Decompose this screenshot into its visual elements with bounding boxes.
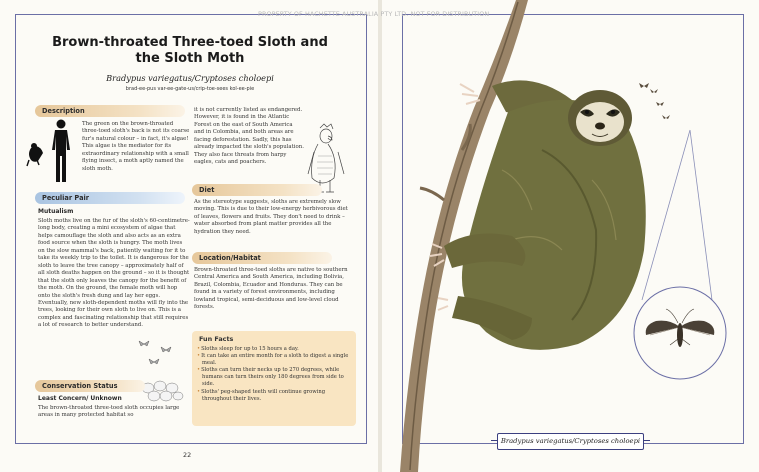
peculiar-pair-text: Sloth moths live on the fur of the sloth's 60-centimetre-long body, creating a mini ecosystem of algae that helps camouflage the sloth and also acts as an extra food source when the sloth is hungry. The moth lives on the slow mammal's back, patiently waiting for it to take its weekly trip to the toilet. It is dangerous for the sloth to leave the tree canopy – approximately half of all sloth deaths happen on the ground – so it is thought that the sloth only leaves the canopy for the benefit of the moth. On the ground, the female moth will hop onto the sloth's fresh dung and lay her eggs. Eventually, new sloth-dependent moths will fly into the trees, looking for their own sloth to live on. This is a complex and fascinating relationship that still requires a lot of research to better understand. xyxy=(38,218,190,329)
sloth-moth-illustration xyxy=(640,305,720,361)
fun-fact-item: • It can take an entire month for a sloth to digest a single meal. xyxy=(197,353,353,367)
fun-fact-item: • Sloths can turn their necks up to 270 degrees, while humans can turn theirs only 180 degrees from side to side. xyxy=(197,367,353,388)
sloth-illustration xyxy=(382,0,759,472)
description-text: The green on the brown-throated three-toed sloth's back is not its coarse fur's natural colour – in fact, it's algae! This algae is the mediator for its extraordinary relationship with a small flying insect, a moth aptly named the sloth moth. xyxy=(82,121,190,172)
diet-header: Diet xyxy=(192,184,322,196)
description-header: Description xyxy=(35,105,185,117)
page-number: 22 xyxy=(183,451,192,459)
scientific-name: Bradypus variegatus/Cryptoses choloepi xyxy=(106,73,274,83)
page-title: Brown-throated Three-toed Sloth and the Sloth Moth xyxy=(52,35,328,66)
fun-facts-header: Fun Facts xyxy=(199,335,234,343)
illustration-caption: Bradypus variegatus/Cryptoses choloepi xyxy=(497,433,644,450)
pronunciation: brad-ee-pus var-ee-gate-us/crip-toe-sees kol-ee-pie xyxy=(125,86,255,92)
mutualism-subheading: Mutualism xyxy=(38,208,74,215)
fun-fact-item: • Sloths' peg-shaped teeth will continue growing throughout their lives. xyxy=(197,389,353,403)
diet-text: As the stereotype suggests, sloths are extremely slow moving. This is due to their low-energy herbivorous diet of leaves, flowers and fruits. They don't need to drink – water absorbed from plant matter provides all the hydration they need. xyxy=(194,199,348,235)
fun-facts-list xyxy=(197,346,353,403)
peculiar-pair-header: Peculiar Pair xyxy=(35,192,185,204)
moth-eggs-icon xyxy=(138,338,194,406)
conservation-text: The brown-throated three-toed sloth occupies large areas in many protected habitat so xyxy=(38,405,180,419)
habitat-header: Location/Habitat xyxy=(192,252,332,264)
human-silhouette-icon xyxy=(25,118,77,184)
conservation-header: Conservation Status xyxy=(35,380,145,392)
habitat-text: Brown-throated three-toed sloths are native to southern Central America and South America, including Bolivia, Brazil, Colombia, Ecuador and Honduras. They can be found in a variety of forest environments, including lowland tropical, semi-deciduous and low-level cloud forests. xyxy=(194,267,348,311)
watermark: PROPERTY OF HACHETTE AUSTRALIA PTY LTD. NOT FOR DISTRIBUTION xyxy=(258,10,490,18)
conservation-subheading: Least Concern/ Unknown xyxy=(38,395,122,402)
fun-fact-item: • Sloths sleep for up to 15 hours a day. xyxy=(197,346,353,353)
fun-facts-box xyxy=(192,331,356,426)
conservation-text-continued: it is not currently listed as endangered. However, it is found in the Atlantic Forest on the east of South America and in Colombia, and both areas are facing deforestation. Sadly, this has already impacted the sloth's population. They also face threats from harpy eagles, cats and poachers. xyxy=(194,107,304,166)
